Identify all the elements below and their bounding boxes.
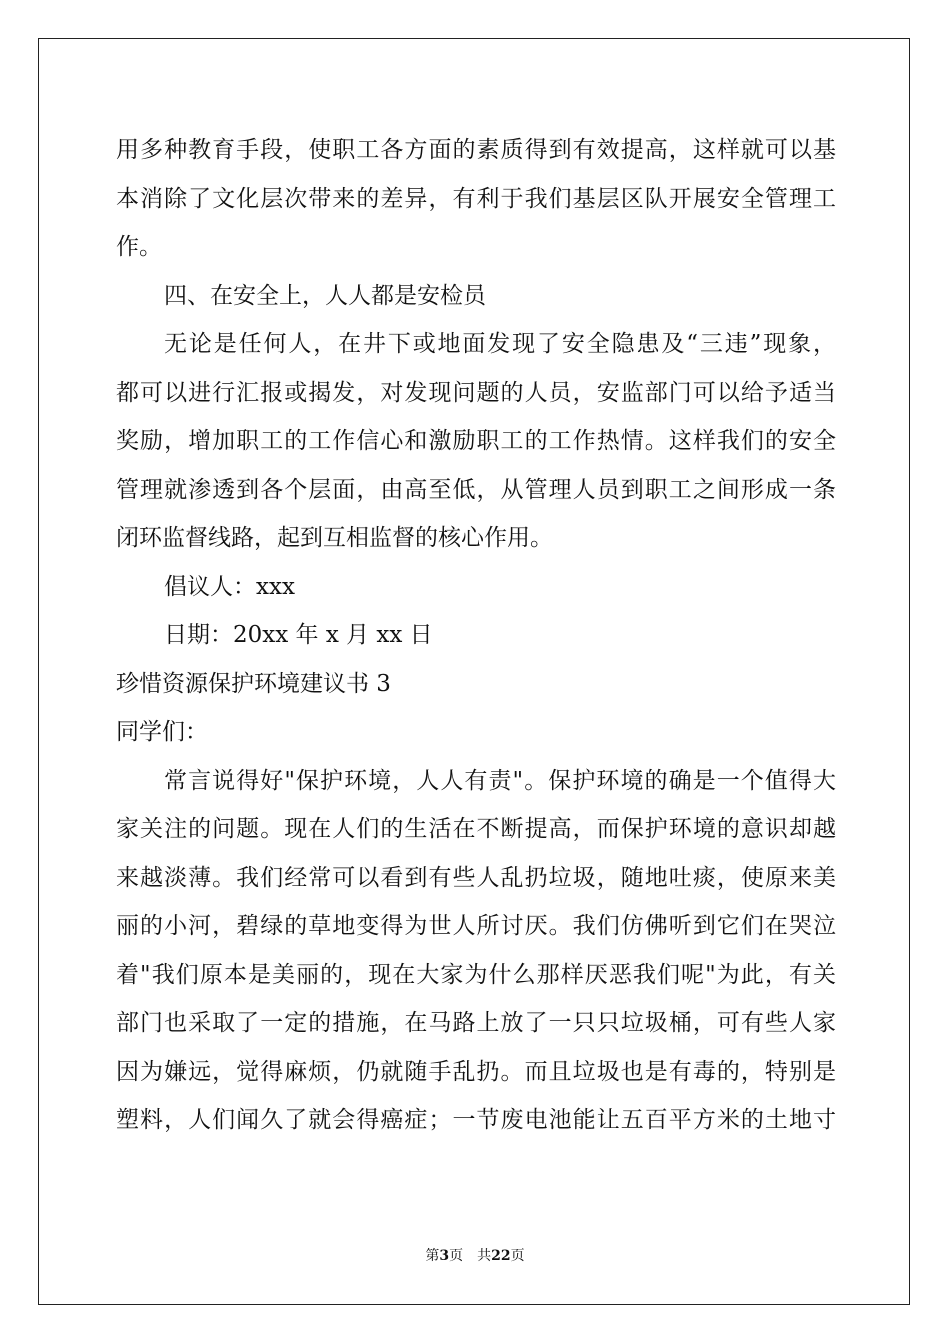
text-line: 本消除了文化层次带来的差异，有利于我们基层区队开展安全管理工 [116,185,836,212]
text-line: 无论是任何人，在井下或地面发现了安全隐患及“三违”现象， [164,331,836,357]
text-line: 珍惜资源保护环境建议书 3 [116,670,391,697]
text-line: 来越淡薄。我们经常可以看到有些人乱扔垃圾，随地吐痰，使原来美 [116,864,836,891]
footer-middle: 页 共 [449,1248,492,1264]
text-line: 常言说得好"保护环境，人人有责"。保护环境的确是一个值得大 [164,767,836,794]
page-footer [0,1245,950,1265]
text-line: 用多种教育手段，使职工各方面的素质得到有效提高，这样就可以基 [116,137,836,163]
text-line: 着"我们原本是美丽的，现在大家为什么那样厌恶我们呢"为此，有关 [116,961,836,988]
footer-prefix: 第 [425,1248,440,1264]
text-line: 因为嫌远，觉得麻烦，仍就随手乱扔。而且垃圾也是有毒的，特别是 [116,1058,836,1085]
text-line: 家关注的问题。现在人们的生活在不断提高，而保护环境的意识却越 [116,816,836,842]
footer-suffix: 页 [510,1248,525,1264]
text-line: 都可以进行汇报或揭发，对发现问题的人员，安监部门可以给予适当 [116,379,836,406]
text-line: 同学们： [116,719,208,745]
total-page-count: 22 [491,1248,511,1264]
text-line: 管理就渗透到各个层面，由高至低，从管理人员到职工之间形成一条 [116,476,836,503]
text-line: 丽的小河，碧绿的草地变得为世人所讨厌。我们仿佛听到它们在哭泣 [116,913,836,939]
text-line: 日期：20xx 年 x 月 xx 日 [164,622,433,648]
text-line: 四、在安全上，人人都是安检员 [164,282,486,309]
text-line: 部门也采取了一定的措施，在马路上放了一只只垃圾桶，可有些人家 [116,1010,836,1036]
text-line: 倡议人：xxx [164,573,295,600]
document-body [116,126,836,1145]
text-line: 闭环监督线路，起到互相监督的核心作用。 [116,525,553,551]
text-line: 奖励，增加职工的工作信心和激励职工的工作热情。这样我们的安全 [116,428,836,454]
current-page-number: 3 [439,1248,450,1264]
text-line: 塑料，人们闻久了就会得癌症；一节废电池能让五百平方米的土地寸 [116,1107,836,1133]
text-line: 作。 [116,234,162,260]
